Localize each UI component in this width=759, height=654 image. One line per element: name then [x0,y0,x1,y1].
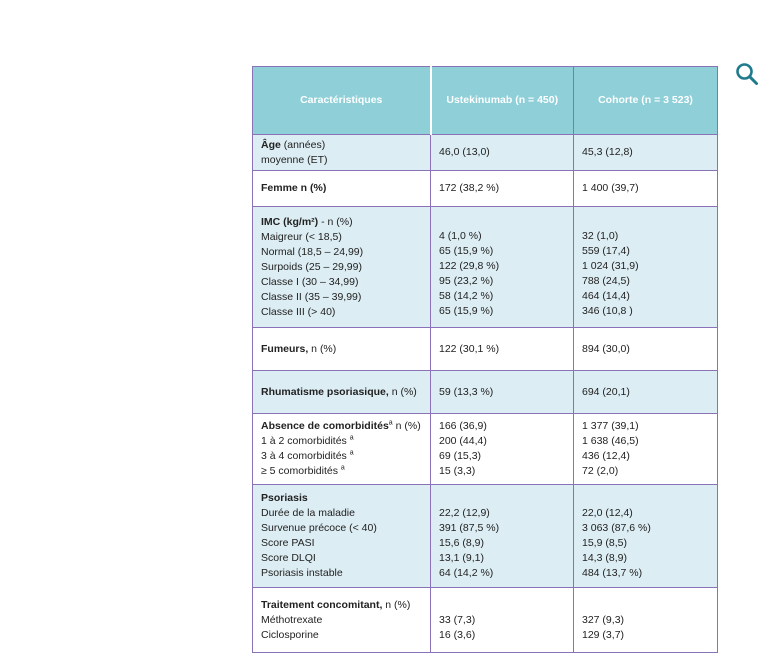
ustekinumab-value: 33 (7,3) 16 (3,6) [431,588,574,653]
table-row-rhumatisme [253,371,718,414]
row-label: IMC (kg/m²) - n (%) Maigreur (< 18,5) Normal (18,5 – 24,99) Surpoids (25 – 29,99) Classe I (30 – 34,99) Classe II (35 – 39,99) Classe III (> 40) [253,207,431,328]
cohort-value: 694 (20,1) [574,371,718,414]
table-row-fumeurs [253,328,718,371]
header-cohort: Cohorte (n = 3 523) [574,67,718,135]
cohort-value: 894 (30,0) [574,328,718,371]
row-label: Psoriasis Durée de la maladie Survenue précoce (< 40) Score PASI Score DLQI Psoriasis instable [253,485,431,588]
cohort-value: 1 377 (39,1) 1 638 (46,5) 436 (12,4) 72 (2,0) [574,414,718,485]
ustekinumab-value: 59 (13,3 %) [431,371,574,414]
cohort-value: 32 (1,0) 559 (17,4) 1 024 (31,9) 788 (24,5) 464 (14,4) 346 (10,8 ) [574,207,718,328]
row-label: Âge (années) moyenne (ET) [253,135,431,171]
ustekinumab-value: 4 (1,0 %) 65 (15,9 %) 122 (29,8 %) 95 (23,2 %) 58 (14,2 %) 65 (15,9 %) [431,207,574,328]
ustekinumab-value: 46,0 (13,0) [431,135,574,171]
cohort-value: 45,3 (12,8) [574,135,718,171]
table-row-comorbidites [253,414,718,485]
ustekinumab-value: 22,2 (12,9) 391 (87,5 %) 15,6 (8,9) 13,1 (9,1) 64 (14,2 %) [431,485,574,588]
table-row-femme [253,171,718,207]
cohort-value: 22,0 (12,4) 3 063 (87,6 %) 15,9 (8,5) 14,3 (8,9) 484 (13,7 %) [574,485,718,588]
search-icon [735,62,759,86]
row-label: Fumeurs, n (%) [253,328,431,371]
row-label: Rhumatisme psoriasique, n (%) [253,371,431,414]
table-header-row [253,67,718,135]
table-row-psoriasis [253,485,718,588]
ustekinumab-value: 172 (38,2 %) [431,171,574,207]
row-label: Traitement concomitant, n (%) Méthotrexate Ciclosporine [253,588,431,653]
header-characteristics: Caractéristiques [253,67,431,135]
table-row-traitement [253,588,718,653]
ustekinumab-value: 166 (36,9) 200 (44,4) 69 (15,3) 15 (3,3) [431,414,574,485]
row-label: Femme n (%) [253,171,431,207]
search-button[interactable] [735,62,759,86]
table-row-age [253,135,718,171]
characteristics-table [252,66,718,653]
cohort-value: 1 400 (39,7) [574,171,718,207]
ustekinumab-value: 122 (30,1 %) [431,328,574,371]
header-ustekinumab: Ustekinumab (n = 450) [431,67,574,135]
table-row-imc [253,207,718,328]
row-label: Absence de comorbidités$^a$ n (%) 1 à 2 comorbidités $^a$ 3 à 4 comorbidités $^a$ ≥ 5 comorbidités $^a$ [253,414,431,485]
cohort-value: 327 (9,3) 129 (3,7) [574,588,718,653]
